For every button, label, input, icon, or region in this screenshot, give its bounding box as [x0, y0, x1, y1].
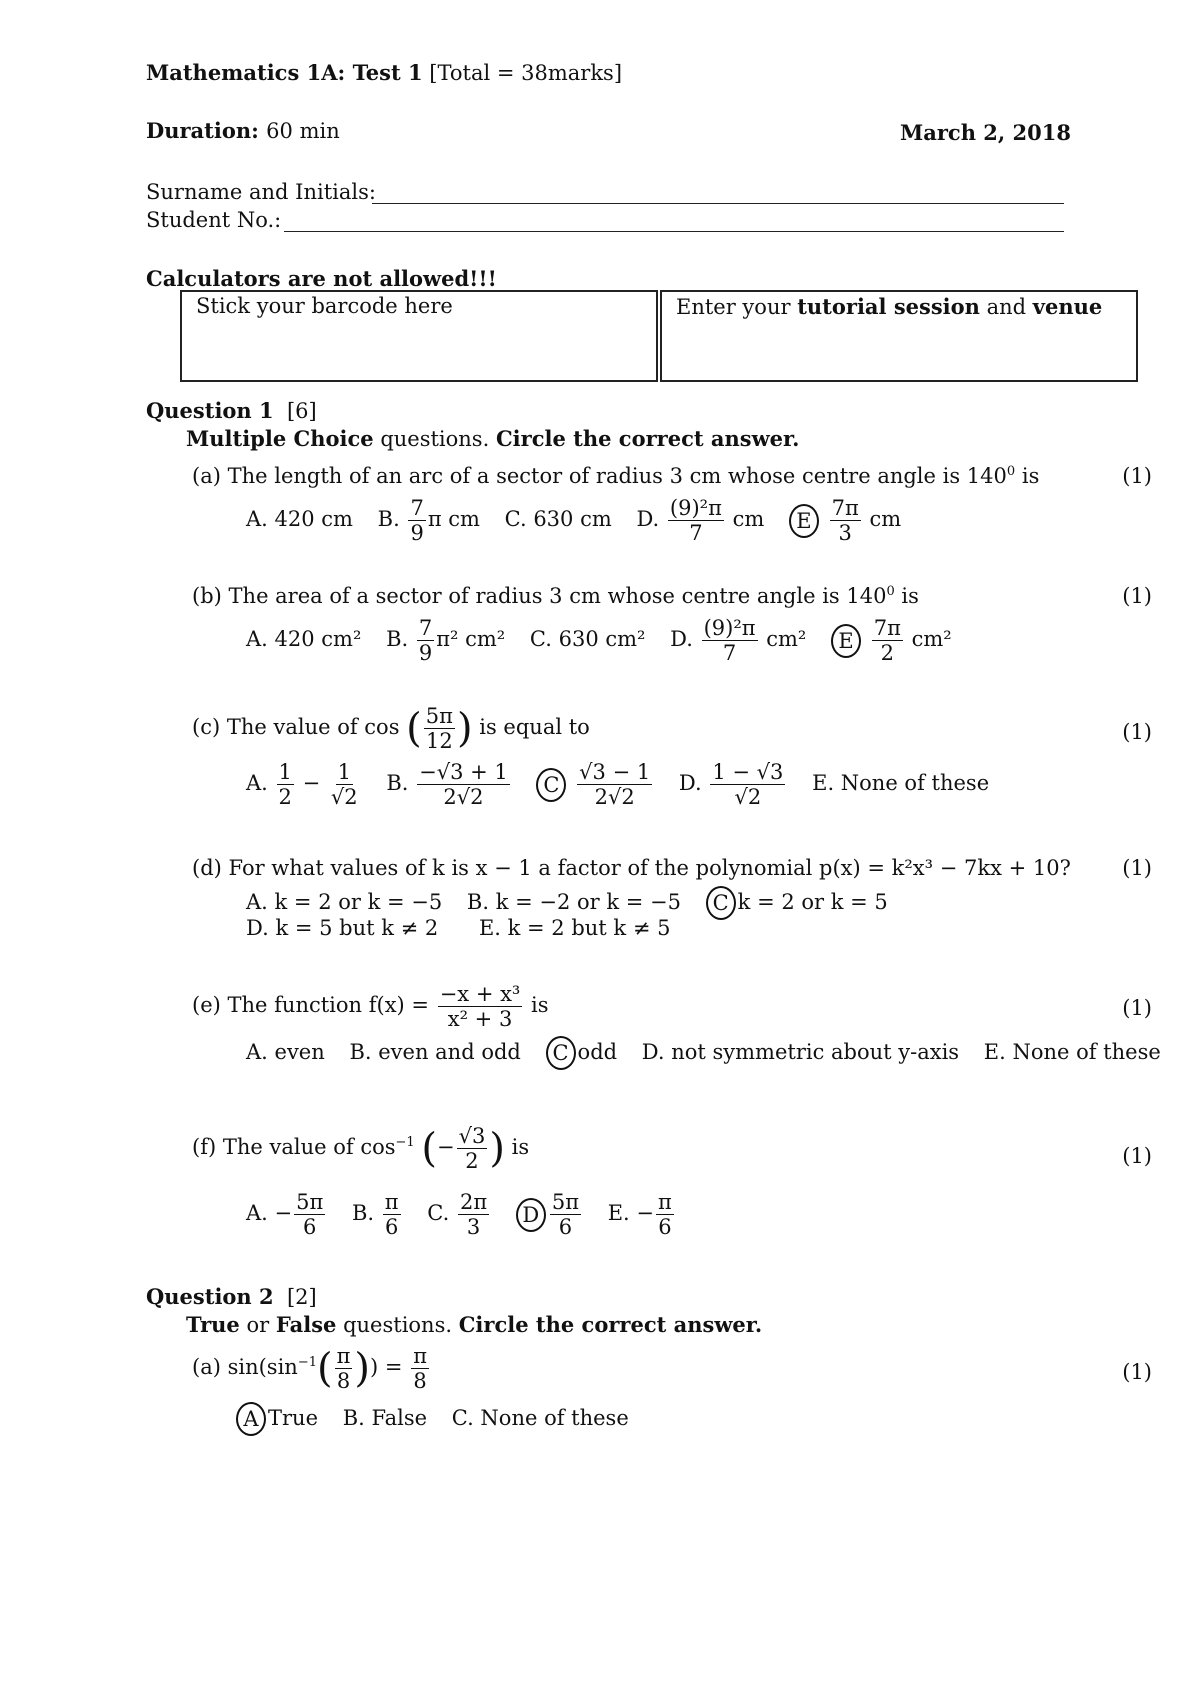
q1f-stem: (f) The value of $\cos^{-1}$ (− $\frac{√3}{2}$ ) is — [192, 1124, 530, 1174]
q1b-stem: (b) The area of a sector of radius 3 cm whose centre angle is $140^0$ is — [192, 584, 919, 608]
answer-circle: C — [706, 886, 736, 920]
q1e-option-c-circled[interactable]: C odd — [546, 1040, 624, 1064]
q1d-option-d[interactable]: D. k = 5 but k ≠ 2 — [246, 916, 439, 940]
q1e-mark: (1) — [1122, 996, 1152, 1020]
tutorial-box[interactable] — [660, 290, 1138, 382]
q1b-option-e-circled[interactable]: E $\frac{7\pi}{2}$ cm² — [831, 627, 952, 651]
q2a-option-a-circled[interactable]: A True — [236, 1406, 325, 1430]
q1e-option-e[interactable]: E. None of these — [983, 1039, 1161, 1064]
q1c-option-d[interactable]: D. $\frac{1 - √3}{√2}$ — [678, 760, 784, 810]
q1f-option-b[interactable]: B. $\frac{\pi}{6}$ — [351, 1190, 399, 1240]
q1-heading: Question 1 [6] — [146, 398, 317, 423]
q1b-option-a[interactable]: A. 420 cm² — [246, 627, 362, 652]
q1f-option-a[interactable]: A. − $\frac{5\pi}{6}$ — [246, 1190, 324, 1240]
q1e-stem: (e) The function f(x) = $\frac{\text{−x + x³}}{\text{x² + 3}}$ is — [192, 982, 549, 1032]
q1c-options — [246, 760, 1007, 809]
q1b-options — [246, 616, 970, 665]
q1f-option-c[interactable]: C. $\frac{2\pi}{3}$ — [427, 1190, 488, 1240]
q1d-stem: (d) For what values of k is x − 1 a factor of the polynomial p(x) = k²x³ − 7kx + 10? — [192, 856, 1071, 880]
q1-instructions: Multiple Choice questions. Circle the correct answer. — [186, 426, 800, 451]
q1f-option-e[interactable]: E. − $\frac{\pi}{6}$ — [607, 1190, 672, 1240]
q1d-options-row2 — [246, 916, 688, 940]
q1b-option-c[interactable]: C. 630 cm² — [529, 627, 646, 652]
surname-field[interactable] — [372, 203, 1064, 204]
barcode-box-label: Stick your barcode here — [196, 294, 453, 318]
q1c-mark: (1) — [1122, 720, 1152, 744]
q2a-mark: (1) — [1122, 1360, 1152, 1384]
q1b-mark: (1) — [1122, 584, 1152, 608]
q1e-option-d[interactable]: D. not symmetric about y-axis — [641, 1039, 960, 1064]
q1a-option-b[interactable]: B. $\frac{7}{9}$ π cm — [377, 496, 480, 546]
barcode-box[interactable] — [180, 290, 658, 382]
q1c-option-a[interactable]: A. $\frac{1}{2}$ − $\frac{1}{√2}$ — [246, 760, 358, 810]
q1a-option-a[interactable]: A. 420 cm — [246, 507, 353, 532]
duration: Duration: 60 min — [146, 118, 340, 143]
q1d-mark: (1) — [1122, 856, 1152, 880]
q1d-option-b[interactable]: B. k = −2 or k = −5 — [466, 889, 681, 914]
answer-circle: C — [546, 1036, 576, 1070]
q1a-option-d[interactable]: D. $\frac{\text{(9)²π}}{7}$ cm — [636, 496, 765, 546]
q1c-option-b[interactable]: B. $\frac{-√3 + 1}{2√2}$ — [386, 760, 508, 810]
student-no-label: Student No.: — [146, 208, 282, 232]
q2a-option-c[interactable]: C. None of these — [451, 1405, 629, 1430]
q1a-options — [246, 496, 919, 545]
q1a-stem: (a) The length of an arc of a sector of radius 3 cm whose centre angle is $140^0$ is — [192, 464, 1040, 488]
q1a-mark: (1) — [1122, 464, 1152, 488]
q1d-options-row1 — [246, 886, 906, 920]
q1d-option-a[interactable]: A. k = 2 or k = −5 — [246, 889, 443, 914]
q1c-option-e[interactable]: E. None of these — [812, 771, 990, 796]
tutorial-box-label: Enter your tutorial session and venue — [676, 294, 1103, 319]
q1d-option-e[interactable]: E. k = 2 but k ≠ 5 — [478, 916, 671, 940]
test-date: March 2, 2018 — [900, 120, 1071, 145]
q1f-options — [246, 1190, 694, 1239]
q1e-option-b[interactable]: B. even and odd — [349, 1039, 521, 1064]
student-no-field[interactable] — [284, 231, 1064, 232]
q1f-option-d-circled[interactable]: D $\frac{5\pi}{6}$ — [516, 1201, 590, 1225]
q2a-options — [236, 1402, 647, 1436]
q2-heading: Question 2 [2] — [146, 1284, 317, 1309]
q1b-option-b[interactable]: B. $\frac{7}{9}$ π² cm² — [386, 616, 506, 666]
q1f-mark: (1) — [1122, 1144, 1152, 1168]
answer-circle: A — [236, 1402, 266, 1436]
surname-label: Surname and Initials: — [146, 180, 376, 204]
q1c-option-c-circled[interactable]: C $\frac{√3 - 1}{2√2}$ — [536, 771, 660, 795]
calculators-note: Calculators are not allowed!!! — [146, 266, 497, 291]
q1b-option-d[interactable]: D. $\frac{\text{(9)²π}}{7}$ cm² — [670, 616, 807, 666]
answer-circle: C — [536, 768, 566, 802]
q2a-option-b[interactable]: B. False — [342, 1405, 428, 1430]
q1e-option-a[interactable]: A. even — [246, 1039, 325, 1064]
q1c-stem: (c) The value of cos ( $\frac{5\pi}{12}$ ) is equal to — [192, 704, 590, 754]
q1e-options — [246, 1036, 1179, 1070]
answer-circle: D — [516, 1198, 546, 1232]
test-title: Mathematics 1A: Test 1 [Total = 38marks] — [146, 60, 623, 85]
answer-circle: E — [831, 624, 861, 658]
q2a-stem: (a) $\sin(\sin^{-1}$( $\frac{\pi}{8}$ )) = $\frac{\pi}{8}$ — [192, 1344, 427, 1394]
q1d-option-c-circled[interactable]: C k = 2 or k = 5 — [706, 890, 888, 914]
answer-circle: E — [789, 504, 819, 538]
q1a-option-c[interactable]: C. 630 cm — [504, 507, 612, 532]
q1a-option-e-circled[interactable]: E $\frac{7\pi}{3}$ cm — [789, 507, 901, 531]
q2-instructions: True or False questions. Circle the correct answer. — [186, 1312, 763, 1337]
